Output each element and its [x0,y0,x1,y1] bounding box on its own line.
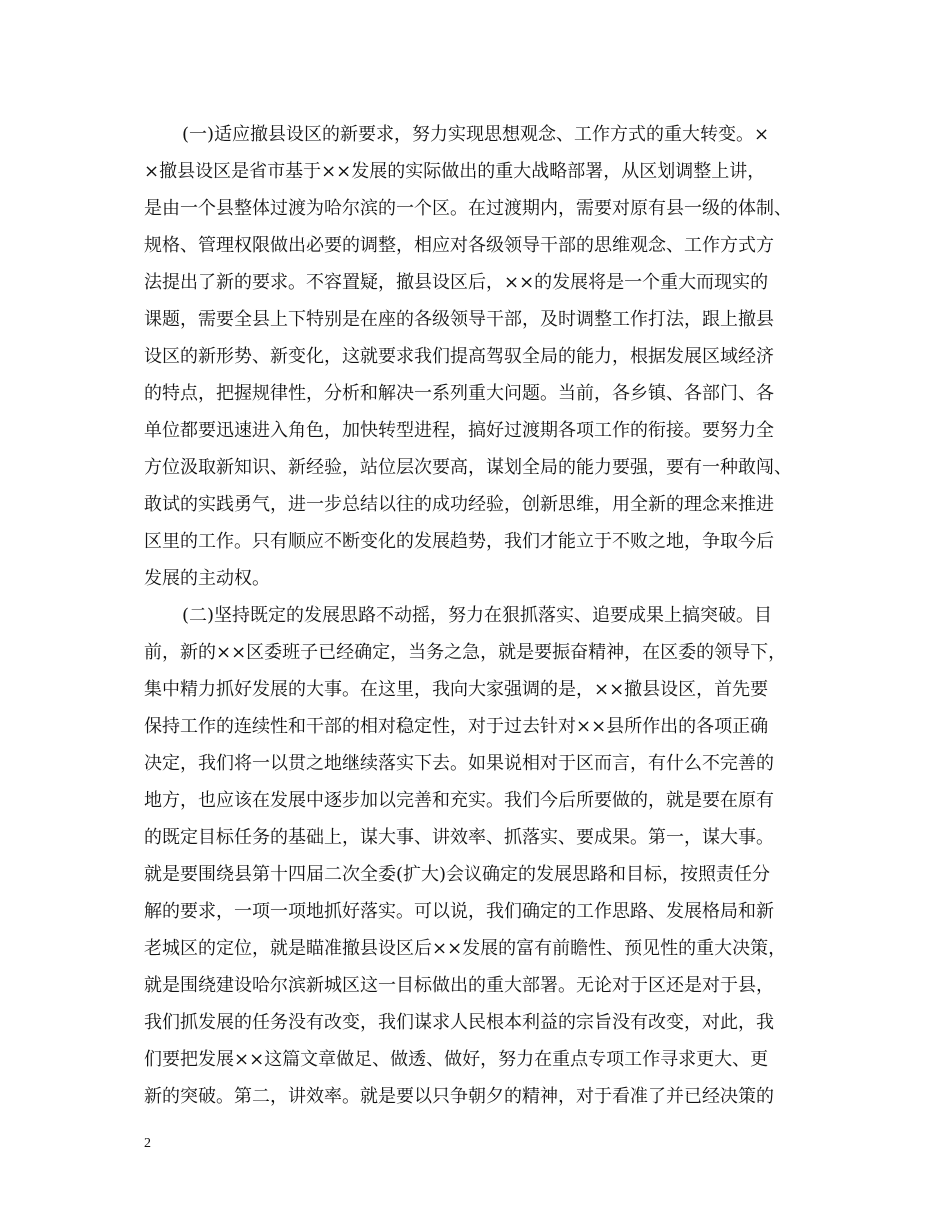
text-line: 区里的工作。只有顺应不断变化的发展趋势，我们才能立于不败之地，争取今后 [144,531,774,552]
text-line: 规格、管理权限做出必要的调整，相应对各级领导干部的思维观念、工作方式方 [144,235,774,256]
text-line: 我们抓发展的任务没有改变，我们谋求人民根本利益的宗旨没有改变，对此，我 [144,1012,774,1033]
text-line: 的特点，把握规律性，分析和解决一系列重大问题。当前，各乡镇、各部门、各 [144,383,774,404]
text-line: 前，新的××区委班子已经确定，当务之急，就是要振奋精神，在区委的领导下， [144,642,787,663]
text-line: 新的突破。第二，讲效率。就是要以只争朝夕的精神，对于看准了并已经决策的 [144,1086,774,1107]
text-line: ×撤县设区是省市基于××发展的实际做出的重大战略部署，从区划调整上讲， [144,161,766,182]
text-line: (二)坚持既定的发展思路不动摇，努力在狠抓落实、追要成果上搞突破。目 [182,605,773,626]
text-line: 集中精力抓好发展的大事。在这里，我向大家强调的是，××撤县设区，首先要 [144,679,769,700]
text-line: 的既定目标任务的基础上，谋大事、讲效率、抓落实、要成果。第一，谋大事。 [144,827,774,848]
page-number: 2 [144,1136,151,1151]
text-line: 保持工作的连续性和干部的相对稳定性，对于过去针对××县所作出的各项正确 [144,716,769,737]
text-line: 老城区的定位，就是瞄准撤县设区后××发展的富有前瞻性、预见性的重大决策， [144,938,787,959]
text-line: 就是要围绕县第十四届二次全委(扩大)会议确定的发展思路和目标，按照责任分 [144,864,771,885]
text-line: 是由一个县整体过渡为哈尔滨的一个区。在过渡期内，需要对原有县一级的体制、 [144,198,792,219]
text-line: 们要把发展××这篇文章做足、做透、做好，努力在重点专项工作寻求更大、更 [144,1049,769,1070]
text-line: 敢试的实践勇气，进一步总结以往的成功经验，创新思维，用全新的理念来推进 [144,494,774,515]
text-line: 地方，也应该在发展中逐步加以完善和充实。我们今后所要做的，就是要在原有 [144,790,774,811]
text-line: 课题，需要全县上下特别是在座的各级领导干部，及时调整工作打法，跟上撤县 [144,309,774,330]
text-line: 解的要求，一项一项地抓好落实。可以说，我们确定的工作思路、发展格局和新 [144,901,774,922]
text-line: 法提出了新的要求。不容置疑，撤县设区后，××的发展将是一个重大而现实的 [144,272,769,293]
text-line: 就是围绕建设哈尔滨新城区这一目标做出的重大部署。无论对于区还是对于县， [144,975,774,996]
text-line: 发展的主动权。 [144,568,270,589]
text-line: 决定，我们将一以贯之地继续落实下去。如果说相对于区而言，有什么不完善的 [144,753,774,774]
text-line: 方位汲取新知识、新经验，站位层次要高，谋划全局的能力要强，要有一种敢闯、 [144,457,792,478]
text-line: 单位都要迅速进入角色，加快转型进程，搞好过渡期各项工作的衔接。要努力全 [144,420,774,441]
body-text [144,116,810,1115]
text-line: (一)适应撤县设区的新要求，努力实现思想观念、工作方式的重大转变。× [182,124,770,145]
text-line: 设区的新形势、新变化，这就要求我们提高驾驭全局的能力，根据发展区域经济 [144,346,774,367]
